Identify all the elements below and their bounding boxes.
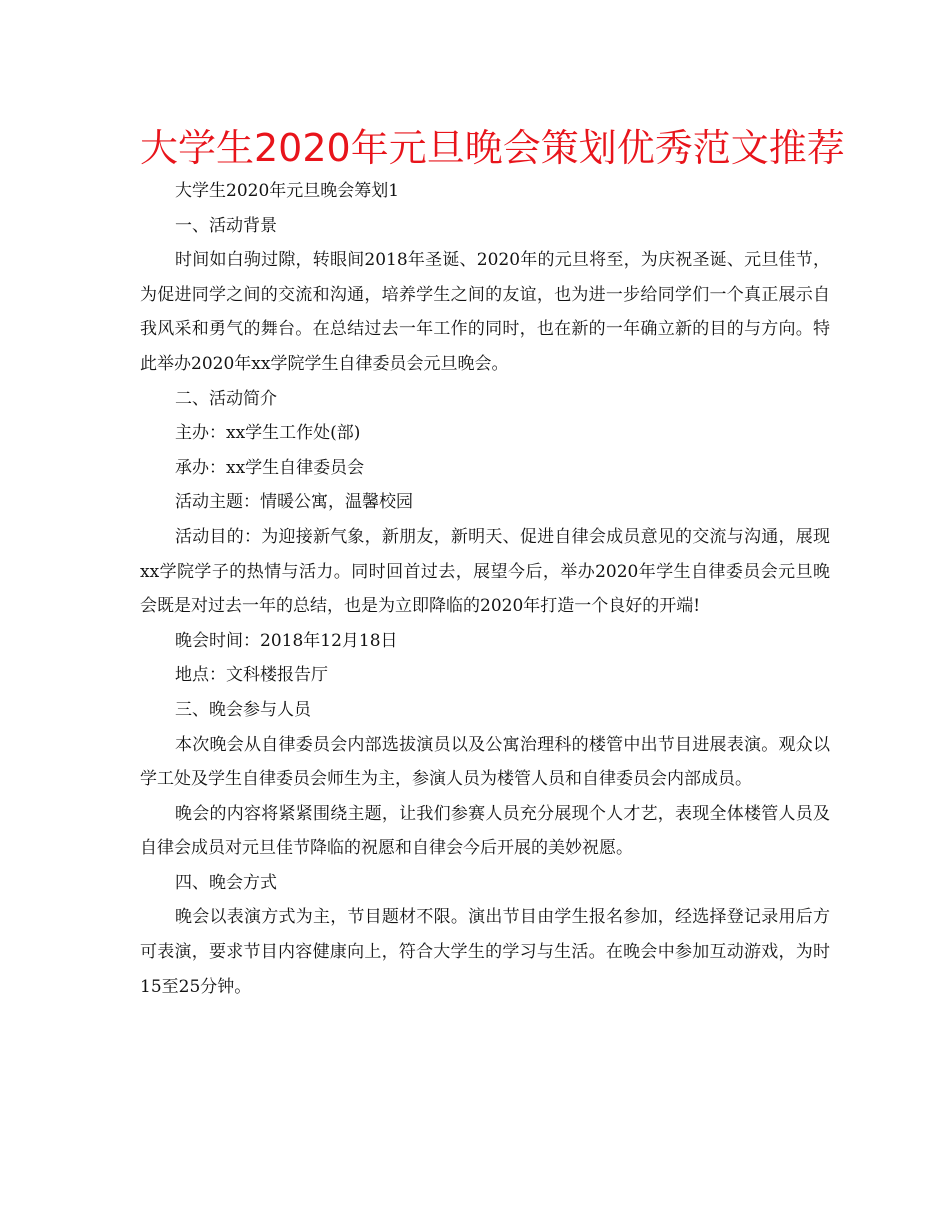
paragraph-participants: 本次晚会从自律委员会内部选拔演员以及公寓治理科的楼管中出节目进展表演。观众以学工处及学生自律委员会师生为主，参演人员为楼管人员和自律委员会内部成员。 [140, 734, 830, 790]
paragraph-format: 晚会以表演方式为主，节目题材不限。演出节目由学生报名参加，经选择登记录用后方可表演，要求节目内容健康向上，符合大学生的学习与生活。在晚会中参加互动游戏，为时15至25分钟。 [140, 907, 830, 997]
paragraph-subtitle: 大学生2020年元旦晚会筹划1 [175, 181, 400, 201]
paragraph-organizer: 主办：xx学生工作处(部) [175, 423, 361, 444]
document-body [140, 174, 830, 1004]
paragraph-host: 承办：xx学生自律委员会 [175, 457, 365, 478]
paragraph-content: 晚会的内容将紧紧围绕主题，让我们参赛人员充分展现个人才艺，表现全体楼管人员及自律会成员对元旦佳节降临的祝愿和自律会今后开展的美妙祝愿。 [140, 803, 830, 859]
paragraph-background: 时间如白驹过隙，转眼间2018年圣诞、2020年的元旦将至，为庆祝圣诞、元旦佳节，为促进同学之间的交流和沟通，培养学生之间的友谊，也为进一步给同学们一个真正展示自我风采和勇气的舞台。在总结过去一年工作的同时，也在新的一年确立新的目的与方向。特此举办2020年xx学院学生自律委员会元旦晚会。 [140, 250, 830, 374]
paragraph-theme: 活动主题：情暖公寓，温馨校园 [175, 492, 413, 513]
document-title: 大学生2020年元旦晚会策划优秀范文推荐 [140, 126, 845, 170]
paragraph-time: 晚会时间：2018年12月18日 [175, 630, 398, 651]
paragraph-location: 地点：文科楼报告厅 [175, 665, 328, 686]
section-heading-background: 一、活动背景 [175, 215, 277, 236]
section-heading-participants: 三、晚会参与人员 [175, 699, 311, 720]
section-heading-format: 四、晚会方式 [175, 872, 277, 893]
paragraph-purpose: 活动目的：为迎接新气象，新朋友，新明天、促进自律会成员意见的交流与沟通，展现xx学院学子的热情与活力。同时回首过去，展望今后，举办2020年学生自律委员会元旦晚会既是对过去一年的总结，也是为立即降临的2020年打造一个良好的开端! [140, 526, 830, 617]
section-heading-intro: 二、活动简介 [175, 388, 277, 409]
